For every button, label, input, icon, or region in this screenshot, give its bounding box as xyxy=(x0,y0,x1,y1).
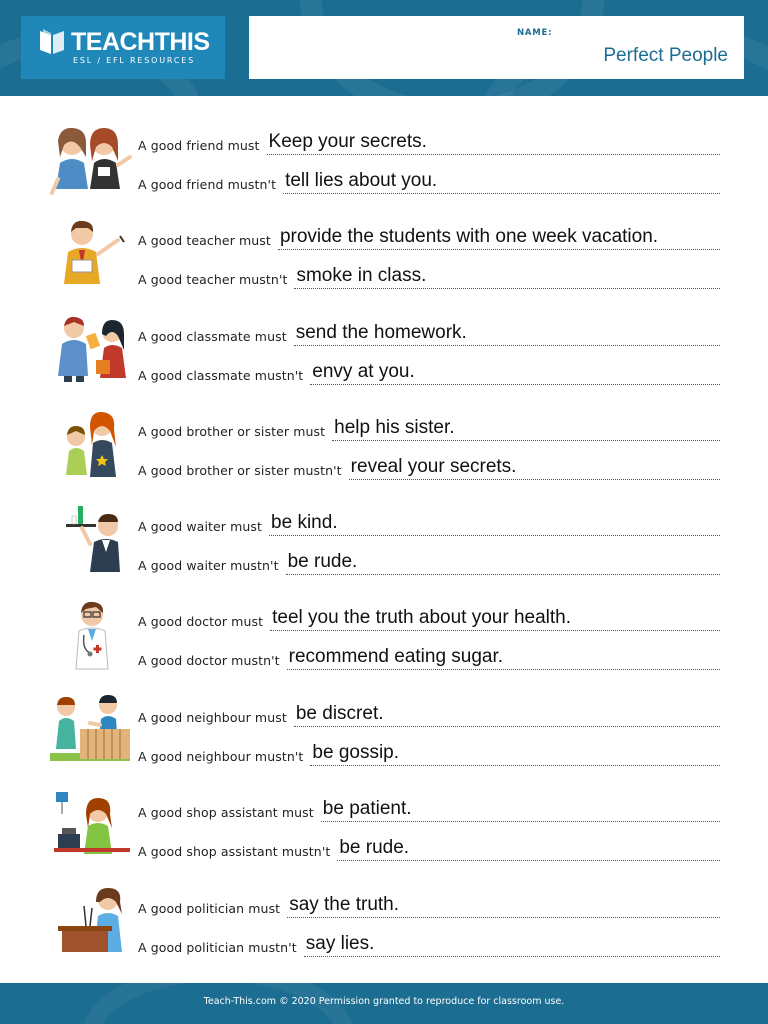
mustnt-prompt: A good friend mustn't xyxy=(138,177,277,192)
footer-bar xyxy=(0,983,768,1024)
teacher-illustration-icon xyxy=(46,218,134,298)
must-answer: say the truth. xyxy=(289,894,400,915)
must-answer: be discret. xyxy=(295,703,384,724)
must-answer: be kind. xyxy=(271,512,338,533)
mustnt-answer: envy at you. xyxy=(312,361,415,382)
politician-illustration-icon xyxy=(46,886,134,966)
mustnt-answer-field[interactable] xyxy=(294,264,720,289)
must-line xyxy=(138,798,720,822)
mustnt-answer-field[interactable] xyxy=(310,741,720,766)
must-answer-field[interactable] xyxy=(278,225,720,250)
worksheet-row xyxy=(0,123,768,213)
must-line xyxy=(138,226,720,250)
mustnt-line xyxy=(138,265,720,289)
mustnt-line xyxy=(138,646,720,670)
friends-illustration-icon xyxy=(46,123,134,203)
must-line xyxy=(138,131,720,155)
must-prompt: A good shop assistant must xyxy=(138,805,314,820)
waiter-illustration-icon xyxy=(46,504,134,584)
worksheet-row xyxy=(0,218,768,308)
must-prompt: A good doctor must xyxy=(138,614,264,629)
mustnt-line xyxy=(138,456,720,480)
must-answer: send the homework. xyxy=(295,322,467,343)
mustnt-answer: be gossip. xyxy=(312,742,400,763)
worksheet-row xyxy=(0,599,768,689)
copyright-notice: Teach-This.com © 2020 Permission granted to reproduce for classroom use. xyxy=(203,996,565,1007)
mustnt-prompt: A good shop assistant mustn't xyxy=(138,844,331,859)
mustnt-answer: recommend eating sugar. xyxy=(288,646,504,667)
mustnt-answer-field[interactable] xyxy=(283,169,720,194)
must-prompt: A good politician must xyxy=(138,901,281,916)
mustnt-prompt: A good brother or sister mustn't xyxy=(138,463,342,478)
worksheet-row xyxy=(0,695,768,785)
must-answer-field[interactable] xyxy=(267,130,720,155)
must-line xyxy=(138,417,720,441)
must-line xyxy=(138,894,720,918)
mustnt-answer-field[interactable] xyxy=(337,836,720,861)
mustnt-answer-field[interactable] xyxy=(349,455,720,480)
must-answer-field[interactable] xyxy=(269,511,720,536)
worksheet-title: Perfect People xyxy=(603,45,728,66)
must-prompt: A good waiter must xyxy=(138,519,263,534)
mustnt-answer-field[interactable] xyxy=(304,932,720,957)
mustnt-prompt: A good doctor mustn't xyxy=(138,653,280,668)
doctor-illustration-icon xyxy=(46,599,134,679)
must-prompt: A good teacher must xyxy=(138,233,271,248)
must-answer-field[interactable] xyxy=(287,893,720,918)
must-line xyxy=(138,512,720,536)
mustnt-prompt: A good teacher mustn't xyxy=(138,272,288,287)
title-panel xyxy=(249,16,744,79)
mustnt-line xyxy=(138,742,720,766)
header-bar xyxy=(0,0,768,96)
must-prompt: A good classmate must xyxy=(138,329,287,344)
shop-assistant-illustration-icon xyxy=(46,790,134,870)
mustnt-prompt: A good neighbour mustn't xyxy=(138,749,304,764)
neighbours-illustration-icon xyxy=(46,695,134,775)
open-book-icon xyxy=(37,27,67,57)
must-prompt: A good neighbour must xyxy=(138,710,287,725)
name-label: NAME: xyxy=(517,28,553,38)
mustnt-line xyxy=(138,551,720,575)
mustnt-answer-field[interactable] xyxy=(310,360,720,385)
worksheet-row xyxy=(0,504,768,594)
mustnt-answer: smoke in class. xyxy=(296,265,427,286)
mustnt-answer-field[interactable] xyxy=(287,645,720,670)
mustnt-answer: tell lies about you. xyxy=(285,170,438,191)
must-answer: help his sister. xyxy=(334,417,455,438)
logo-wordmark: TEACHTHIS xyxy=(71,28,210,56)
siblings-illustration-icon xyxy=(46,409,134,489)
must-answer: be patient. xyxy=(322,798,412,819)
mustnt-line xyxy=(138,170,720,194)
worksheet-row xyxy=(0,314,768,404)
must-line xyxy=(138,322,720,346)
must-answer: teel you the truth about your health. xyxy=(272,607,572,628)
worksheet-row xyxy=(0,886,768,976)
classmates-illustration-icon xyxy=(46,314,134,394)
mustnt-answer-field[interactable] xyxy=(286,550,720,575)
mustnt-answer: be rude. xyxy=(339,837,410,858)
mustnt-answer: reveal your secrets. xyxy=(350,456,517,477)
mustnt-answer: say lies. xyxy=(305,933,375,954)
worksheet-row xyxy=(0,409,768,499)
must-answer: provide the students with one week vacation. xyxy=(279,226,659,247)
must-prompt: A good brother or sister must xyxy=(138,424,326,439)
mustnt-prompt: A good classmate mustn't xyxy=(138,368,304,383)
must-prompt: A good friend must xyxy=(138,138,260,153)
mustnt-line xyxy=(138,837,720,861)
logo-tagline: ESL / EFL RESOURCES xyxy=(73,56,195,65)
worksheet-row xyxy=(0,790,768,880)
must-line xyxy=(138,607,720,631)
must-answer-field[interactable] xyxy=(294,702,720,727)
mustnt-line xyxy=(138,933,720,957)
must-answer-field[interactable] xyxy=(321,797,720,822)
mustnt-prompt: A good waiter mustn't xyxy=(138,558,279,573)
must-line xyxy=(138,703,720,727)
must-answer-field[interactable] xyxy=(294,321,720,346)
mustnt-prompt: A good politician mustn't xyxy=(138,940,297,955)
teachthis-logo[interactable] xyxy=(21,16,225,79)
must-answer-field[interactable] xyxy=(270,606,720,631)
mustnt-line xyxy=(138,361,720,385)
must-answer-field[interactable] xyxy=(332,416,720,441)
mustnt-answer: be rude. xyxy=(287,551,358,572)
must-answer: Keep your secrets. xyxy=(268,131,427,152)
